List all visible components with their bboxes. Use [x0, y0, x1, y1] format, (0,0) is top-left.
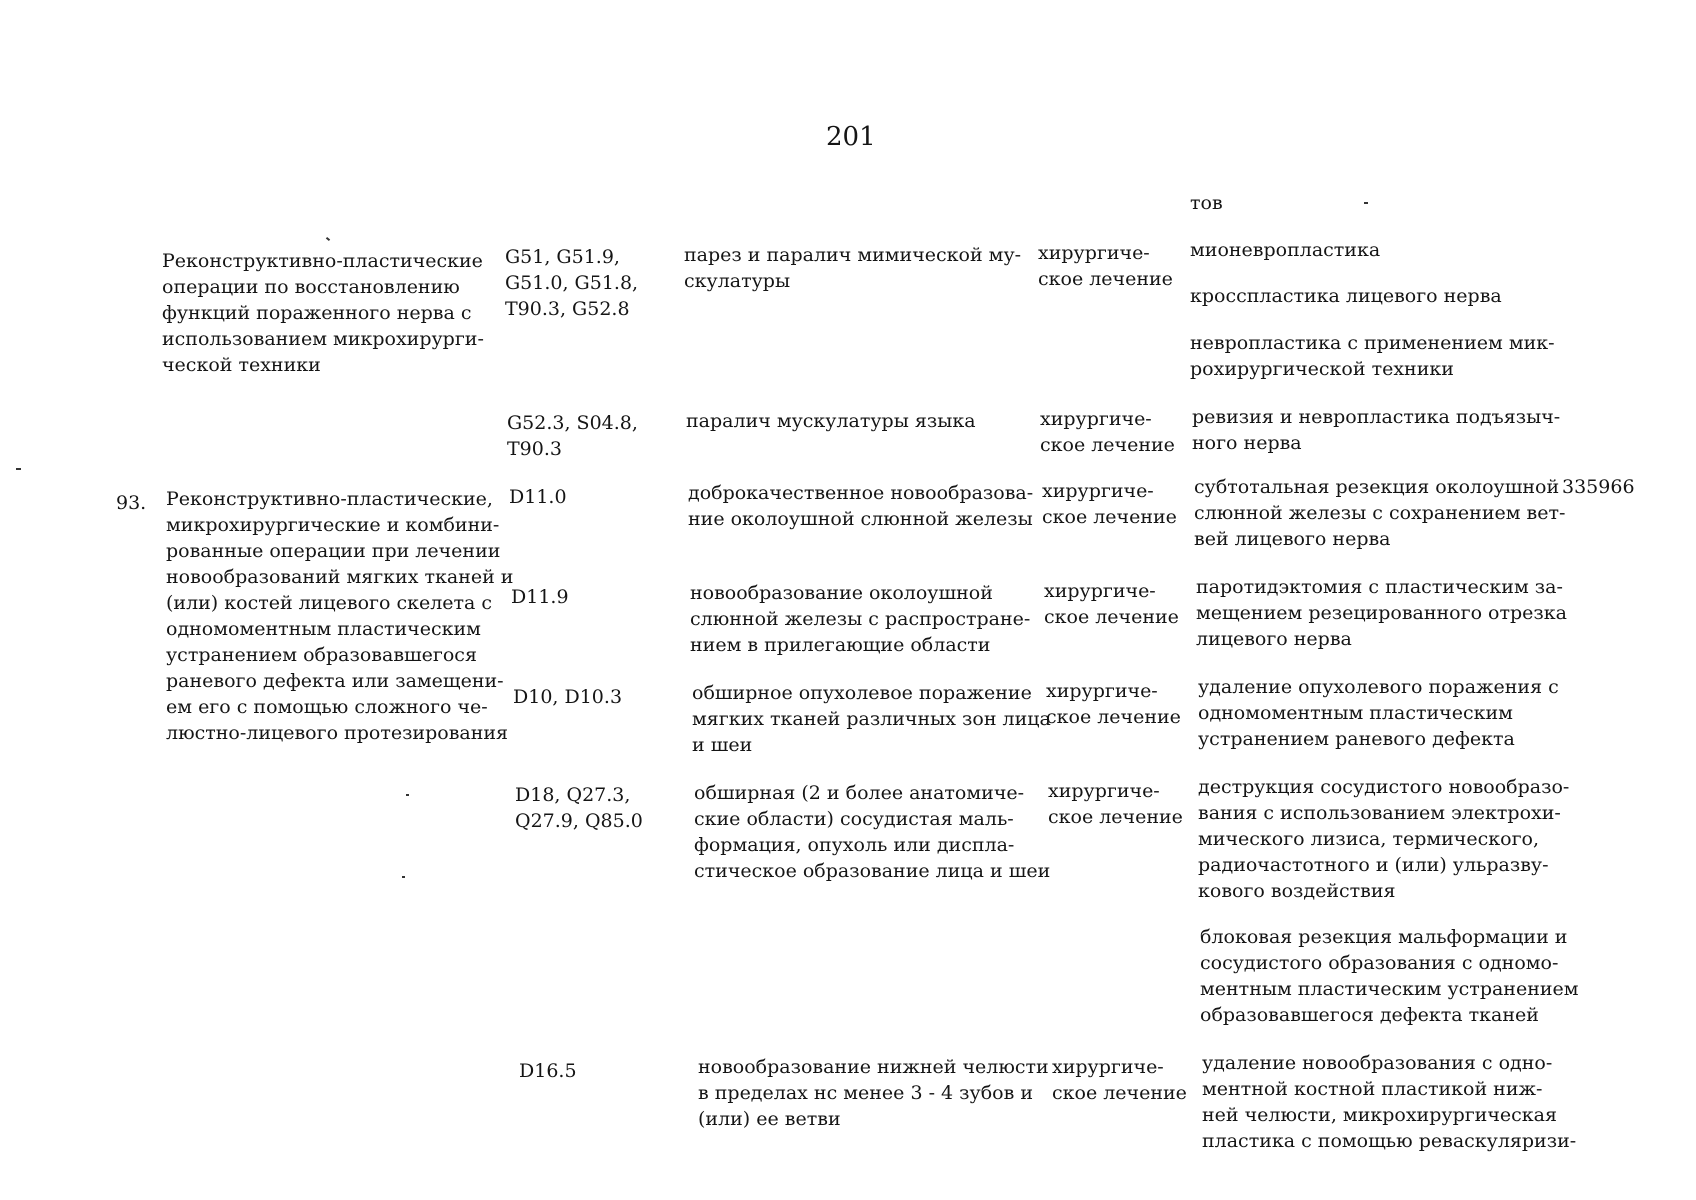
icd-codes: D11.9: [511, 586, 569, 608]
cost-value: 335966: [1562, 476, 1635, 498]
page-number: 201: [826, 122, 876, 152]
treatment-method: невропластика с применением мик- рохирургической техники: [1190, 332, 1555, 380]
scan-speck: [1364, 202, 1368, 204]
patient-model: новообразование околоушной слюнной железы с распростране- нием в прилегающие области: [690, 582, 1031, 656]
treatment-type: хирургиче- ское лечение: [1052, 1056, 1187, 1104]
treatment-method: блоковая резекция мальформации и сосудистого образования с одномо- ментным пластическим устранением образовавшегося дефекта тканей: [1200, 926, 1579, 1026]
icd-codes: D10, D10.3: [513, 686, 623, 708]
treatment-method: субтотальная резекция околоушной слюнной железы с сохранением вет- вей лицевого нерва: [1194, 476, 1566, 550]
patient-model: новообразование нижней челюсти в пределах нс менее 3 - 4 зубов и (или) ее ветви: [698, 1056, 1049, 1130]
treatment-method: деструкция сосудистого новообразо- вания с использованием электрохи- мического лизиса, термического, радиочастотного и (или) ульразву- кового воздействия: [1198, 776, 1570, 902]
treatment-type: хирургиче- ское лечение: [1038, 242, 1173, 290]
patient-model: доброкачественное новообразова- ние околоушной слюнной железы: [688, 482, 1034, 530]
patient-model: парез и паралич мимической му- скулатуры: [684, 244, 1022, 292]
treatment-method: кросспластика лицевого нерва: [1190, 285, 1502, 307]
treatment-type: хирургиче- ское лечение: [1046, 680, 1181, 728]
continued-method-fragment: тов: [1190, 192, 1223, 214]
icd-codes: D18, Q27.3, Q27.9, Q85.0: [515, 784, 643, 832]
treatment-type: хирургиче- ское лечение: [1042, 480, 1177, 528]
procedure-name: Реконструктивно-пластические, микрохирургические и комбини- рованные операции при лечении новообразований мягких тканей и (или) костей лицевого скелета с одномоментным пластическим устранением образовавшегося раневого дефекта или замещени- ем его с помощью сложного че- люстно-лицевого протезирования: [166, 488, 514, 744]
scan-speck: [402, 876, 405, 878]
icd-codes: G52.3, S04.8, T90.3: [507, 412, 638, 460]
patient-model: обширное опухолевое поражение мягких тканей различных зон лица и шеи: [692, 682, 1051, 756]
scan-speck: [326, 237, 330, 241]
icd-codes: D11.0: [509, 486, 567, 508]
treatment-type: хирургиче- ское лечение: [1040, 408, 1175, 456]
treatment-method: мионевропластика: [1190, 239, 1381, 261]
row-number: 93.: [116, 492, 147, 514]
treatment-method: паротидэктомия с пластическим за- мещением резецированного отрезка лицевого нерва: [1196, 576, 1567, 650]
treatment-method: ревизия и невропластика подъязыч- ного нерва: [1192, 406, 1561, 454]
treatment-type: хирургиче- ское лечение: [1048, 780, 1183, 828]
patient-model: обширная (2 и более анатомиче- ские области) сосудистая маль- формация, опухоль или диспла- стическое образование лица и шеи: [694, 782, 1051, 882]
patient-model: паралич мускулатуры языка: [686, 410, 976, 432]
treatment-type: хирургиче- ское лечение: [1044, 580, 1179, 628]
scan-speck: [406, 794, 409, 796]
treatment-method: удаление опухолевого поражения с одномоментным пластическим устранением раневого дефекта: [1198, 676, 1559, 750]
icd-codes: D16.5: [519, 1060, 577, 1082]
scan-speck: [16, 468, 21, 470]
icd-codes: G51, G51.9, G51.0, G51.8, T90.3, G52.8: [505, 246, 639, 320]
treatment-method: удаление новообразования с одно- ментной костной пластикой ниж- ней челюсти, микрохирургическая пластика с помощью реваскуляризи-: [1202, 1052, 1577, 1152]
procedure-name: Реконструктивно-пластические операции по восстановлению функций пораженного нерва с использованием микрохирурги- ческой техники: [162, 250, 484, 376]
